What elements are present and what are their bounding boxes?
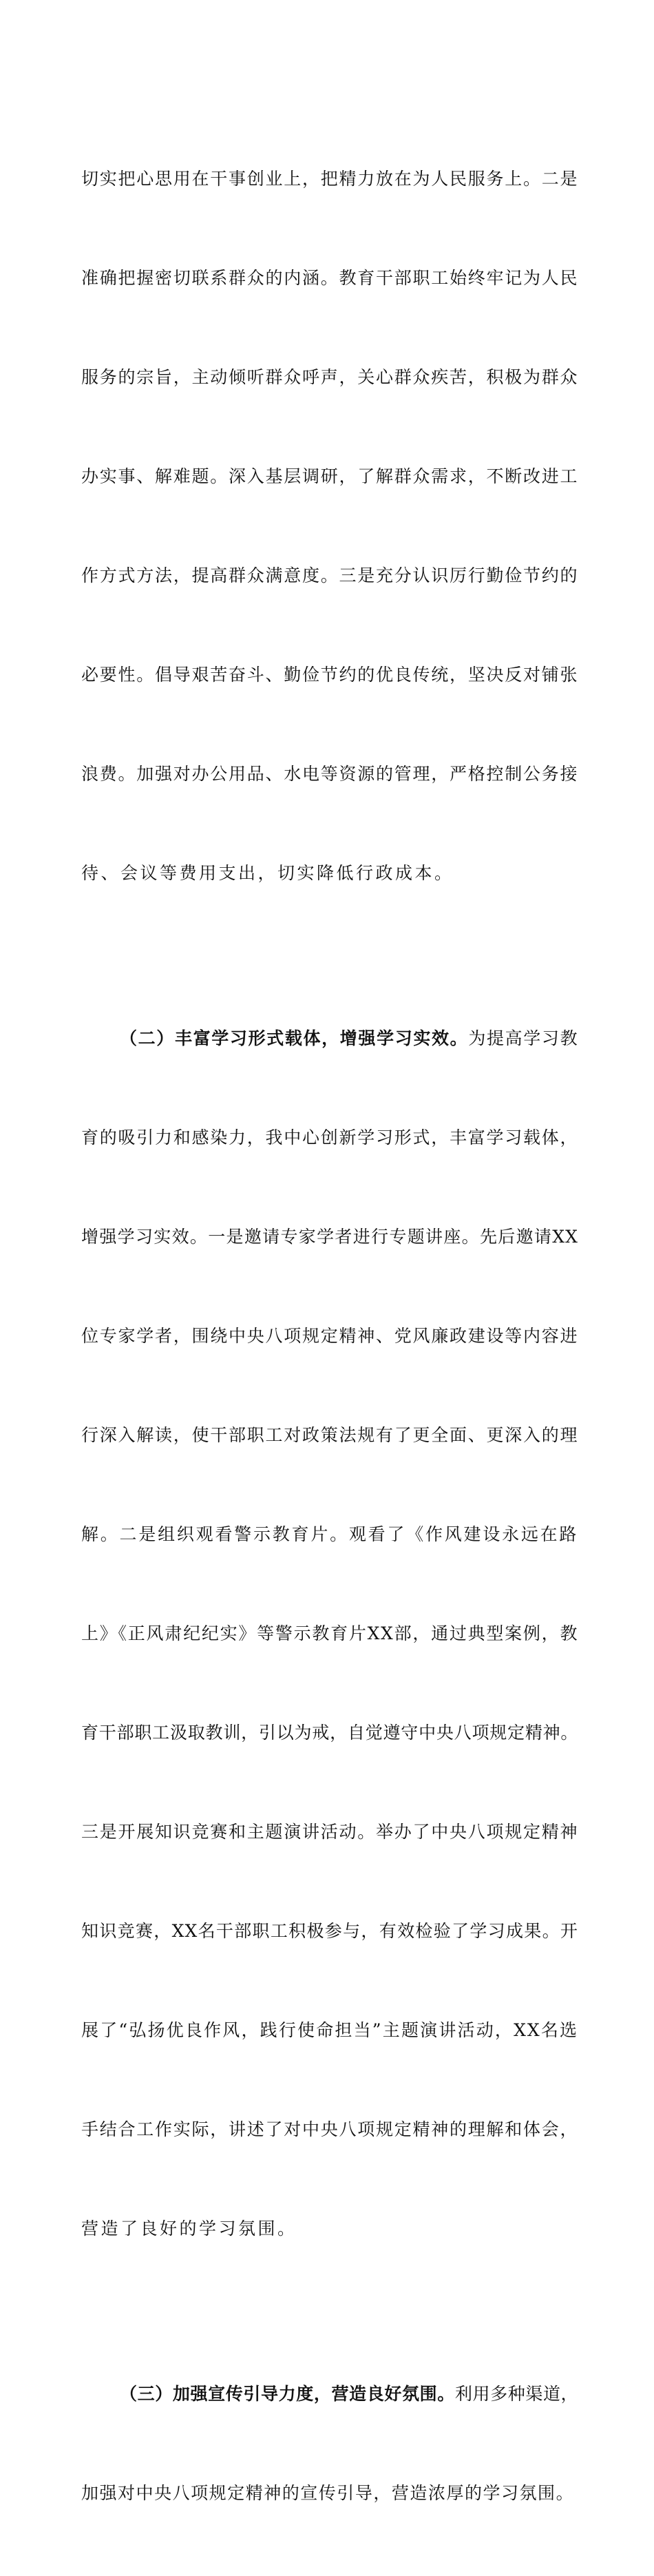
text-line: 准确把握密切联系群众的内涵。教育干部职工始终牢记为人民 (81, 268, 578, 288)
text-line: 育的吸引力和感染力，我中心创新学习形式，丰富学习载体， (81, 1128, 578, 1147)
document-body (81, 96, 578, 2576)
text-line: 服务的宗旨，主动倾听群众呼声，关心群众疾苦，积极为群众 (81, 367, 578, 387)
text-line: 三是开展知识竞赛和主题演讲活动。举办了中央八项规定精神 (81, 1822, 578, 1842)
text-line: 位专家学者，围绕中央八项规定精神、党风廉政建设等内容进 (81, 1326, 578, 1346)
text-line (81, 2378, 578, 2411)
text-line: 必要性。倡导艰苦奋斗、勤俭节约的优良传统，坚决反对铺张 (81, 665, 578, 685)
text-line (81, 1022, 578, 1055)
text-line: 解。二是组织观看警示教育片。观看了《作风建设永远在路 (81, 1524, 578, 1544)
text-line: 展了“弘扬优良作风，践行使命担当”主题演讲活动，XX名选 (81, 2020, 578, 2040)
section-heading: （二）丰富学习形式载体，增强学习实效。 (120, 1028, 469, 1048)
text-fragment: 为提高学习教 (468, 1028, 578, 1048)
text-line: 浪费。加强对办公用品、水电等资源的管理，严格控制公务接 (81, 764, 578, 784)
text-line: 营造了良好的学习氛围。 (81, 2219, 297, 2239)
text-fragment: 利用多种渠道， (454, 2384, 578, 2404)
text-line: 切实把心思用在干事创业上，把精力放在为人民服务上。二是 (81, 169, 578, 189)
text-line: 上》《正风肃纪纪实》等警示教育片XX部，通过典型案例，教 (81, 1623, 578, 1643)
text-line: 行深入解读，使干部职工对政策法规有了更全面、更深入的理 (81, 1425, 578, 1445)
text-line: 手结合工作实际，讲述了对中央八项规定精神的理解和体会， (81, 2119, 578, 2139)
paragraph-2 (81, 956, 578, 2312)
section-heading: （三）加强宣传引导力度，营造良好氛围。 (120, 2384, 455, 2404)
text-line: 办实事、解难题。深入基层调研，了解群众需求，不断改进工 (81, 466, 578, 486)
text-line: 作方式方法，提高群众满意度。三是充分认识厉行勤俭节约的 (81, 565, 578, 585)
text-line: 待、会议等费用支出，切实降低行政成本。 (81, 863, 454, 883)
text-line: 知识竞赛，XX名干部职工积极参与，有效检验了学习成果。开 (81, 1921, 578, 1941)
paragraph-3 (81, 2312, 578, 2576)
paragraph-1 (81, 96, 578, 956)
text-line: 加强对中央八项规定精神的宣传引导，营造浓厚的学习氛围。 (81, 2483, 575, 2503)
text-line: 增强学习实效。一是邀请专家学者进行专题讲座。先后邀请XX (81, 1227, 578, 1247)
text-line: 育干部职工汲取教训，引以为戒，自觉遵守中央八项规定精神。 (81, 1723, 578, 1743)
